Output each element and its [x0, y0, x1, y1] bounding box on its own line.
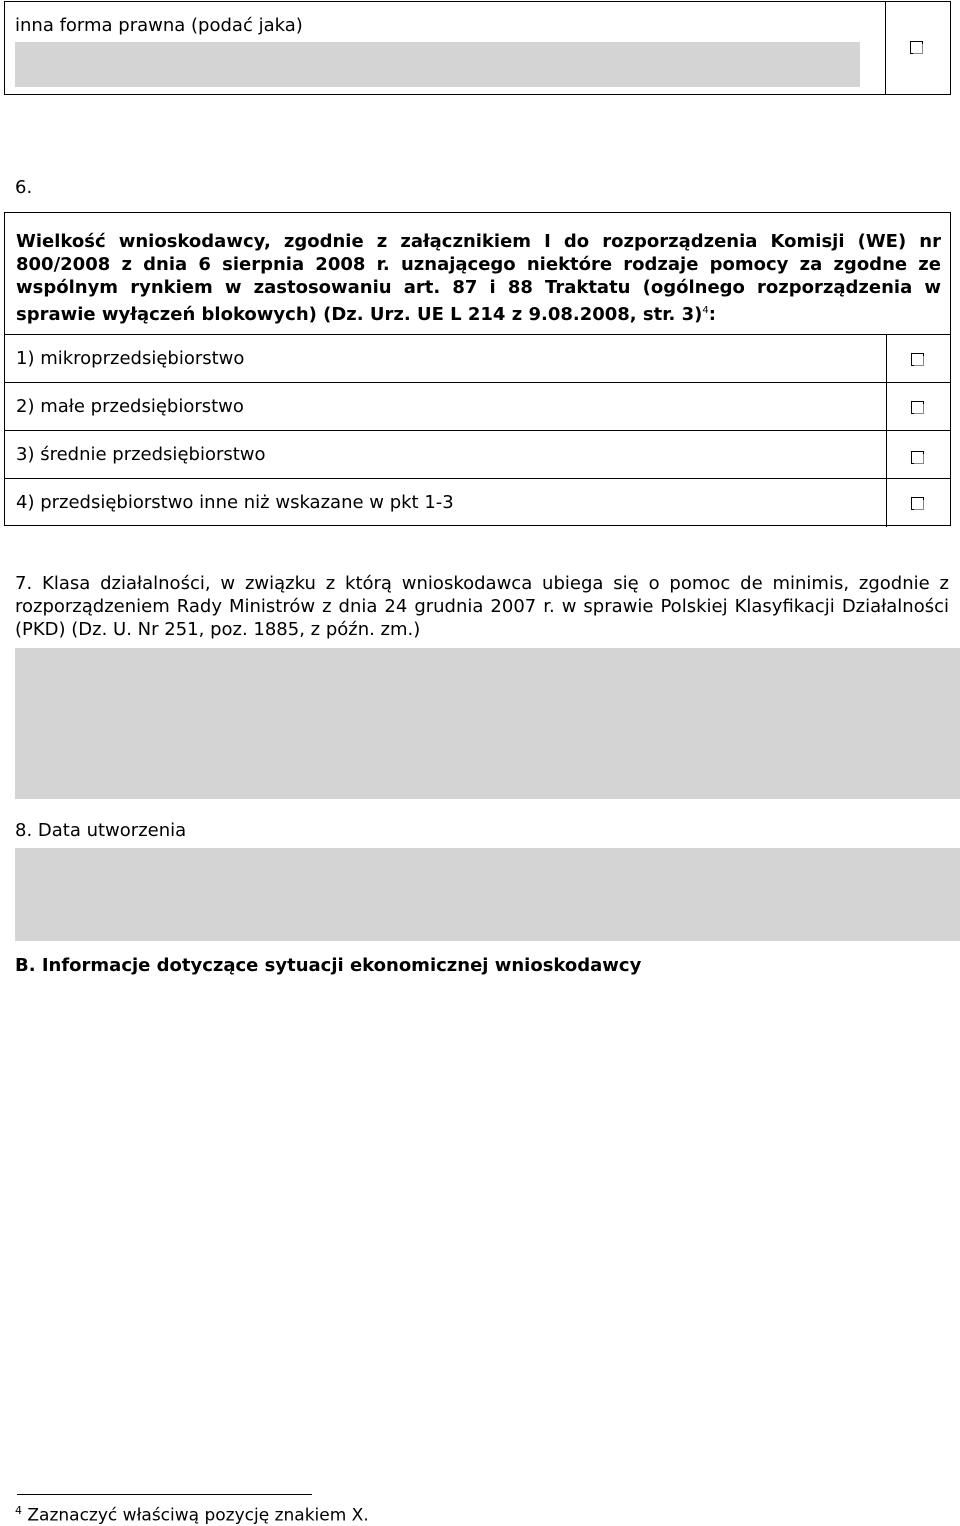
- other-legal-form-label: inna forma prawna (podać jaka): [15, 15, 303, 36]
- option-micro-label: 1) mikroprzedsiębiorstwo: [16, 348, 245, 369]
- row-divider: [886, 383, 887, 431]
- section6-heading-suffix: :: [708, 304, 716, 325]
- other-legal-form-cell: [5, 2, 886, 94]
- option-row-other: [5, 478, 950, 527]
- pkd-input[interactable]: [15, 648, 960, 799]
- footnote: [15, 1504, 369, 1526]
- row-divider: [886, 479, 887, 527]
- creation-date-input[interactable]: [15, 848, 960, 941]
- option-row-small: [5, 382, 950, 431]
- other-legal-form-input[interactable]: [15, 42, 860, 87]
- option-row-medium: [5, 430, 950, 479]
- section6-number: 6.: [15, 177, 33, 198]
- section-b-heading: B. Informacje dotyczące sytuacji ekonomicznej wnioskodawcy: [15, 955, 642, 976]
- section7-text: 7. Klasa działalności, w związku z którą wnioskodawca ubiega się o pomoc de minimis, zgodnie z rozporządzeniem Rady Ministrów z dnia 24 grudnia 2007 r. w sprawie Polskiej Klasyfikacji Działalności (PKD) (Dz. U. Nr 251, poz. 1885, z późn. zm.): [15, 573, 949, 640]
- section6-box: [4, 212, 951, 526]
- option-other-checkbox[interactable]: [911, 497, 924, 510]
- footnote-text: Zaznaczyć właściwą pozycję znakiem X.: [27, 1505, 369, 1526]
- option-medium-checkbox[interactable]: [911, 451, 924, 464]
- option-row-micro: [5, 334, 950, 383]
- option-medium-label: 3) średnie przedsiębiorstwo: [16, 444, 266, 465]
- footnote-ref: 4: [702, 305, 709, 316]
- footnote-divider: [17, 1494, 312, 1495]
- option-small-label: 2) małe przedsiębiorstwo: [16, 396, 244, 417]
- option-small-checkbox[interactable]: [911, 401, 924, 414]
- creation-date-label: 8. Data utworzenia: [15, 820, 187, 841]
- option-micro-checkbox[interactable]: [911, 353, 924, 366]
- row-divider: [886, 431, 887, 479]
- footnote-marker: 4: [15, 1504, 22, 1517]
- other-legal-form-table: [4, 1, 951, 95]
- row-divider: [886, 335, 887, 383]
- option-other-label: 4) przedsiębiorstwo inne niż wskazane w pkt 1-3: [16, 492, 454, 513]
- other-legal-form-checkbox[interactable]: [910, 41, 923, 54]
- section6-heading-text: Wielkość wnioskodawcy, zgodnie z załącznikiem I do rozporządzenia Komisji (WE) nr 800/2008 z dnia 6 sierpnia 2008 r. uznającego niektóre rodzaje pomocy za zgodne ze wspólnym rynkiem w zastosowaniu art. 87 i 88 Traktatu (ogólnego rozporządzenia w sprawie wyłączeń blokowych) (Dz. Urz. UE L 214 z 9.08.2008, str. 3): [16, 231, 941, 325]
- section6-heading: [16, 230, 941, 326]
